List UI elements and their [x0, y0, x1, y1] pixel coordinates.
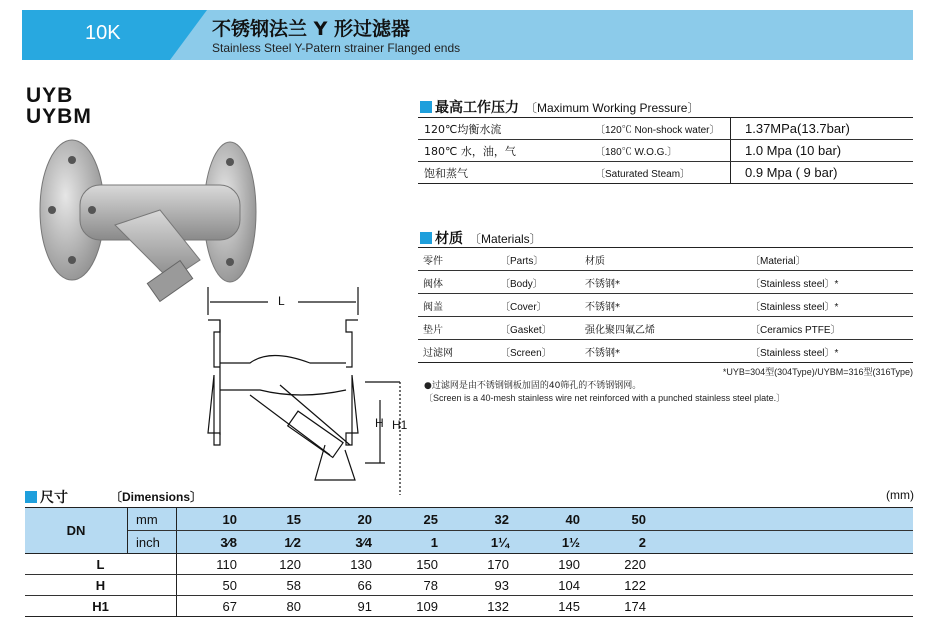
part-cn: 垫片 [418, 317, 495, 340]
pressure-table [418, 117, 913, 184]
part-en: 〔Gasket〕 [495, 317, 580, 340]
part-cn: 过滤网 [423, 347, 453, 359]
pressure-value: 1.37MPa(13.7bar) [731, 118, 914, 140]
section-marker-icon [25, 491, 37, 503]
table-row-h [25, 575, 913, 596]
material-cn: 不锈钢* [580, 271, 745, 294]
table-row [418, 271, 913, 294]
material-cn: 强化聚四氟乙烯 [580, 317, 745, 340]
material-cn: 不锈钢* [585, 347, 620, 359]
dimension-drawing [180, 285, 420, 500]
material-en: 〔Stainless steel〕* [750, 347, 839, 359]
table-row-inch [25, 531, 913, 554]
mm-cell: 50 [586, 508, 652, 531]
table-row [418, 140, 913, 162]
inch-cell: 2 [586, 531, 652, 554]
blank-cell [652, 596, 913, 617]
blank-cell [652, 575, 913, 596]
part-en: 〔Body〕 [495, 271, 580, 294]
value-cell: 93 [444, 575, 515, 596]
table-row [418, 340, 913, 363]
header-part-en: 〔Parts〕 [495, 248, 580, 271]
mm-cell: 32 [444, 508, 515, 531]
table-row [418, 118, 913, 140]
inch-cell: 1 [378, 531, 444, 554]
value-cell: 220 [586, 554, 652, 575]
product-photo [30, 130, 260, 310]
blank-cell [652, 554, 913, 575]
value-cell: 91 [357, 598, 372, 614]
table-row-l [25, 554, 913, 575]
part-cn: 阀盖 [418, 294, 495, 317]
value-cell: 67 [222, 598, 237, 614]
page-title: 不锈钢法兰 Y 形过滤器 [212, 18, 410, 40]
value-cell: 66 [307, 575, 378, 596]
row-label: H [25, 575, 177, 596]
material-en: 〔Stainless steel〕* [745, 271, 913, 294]
inch-cell: 1¼ [444, 531, 515, 554]
value-cell: 170 [444, 554, 515, 575]
mm-cell: 40 [515, 508, 586, 531]
blank-cell [652, 531, 913, 554]
model-uyb: UYB [26, 84, 74, 107]
value-cell: 120 [243, 554, 307, 575]
materials-table [418, 247, 913, 363]
pressure-section-title: 最高工作压力 〔Maximum Working Pressure〕 [420, 97, 699, 117]
header-material-cn: 材质 [580, 248, 745, 271]
table-header-row [418, 248, 913, 271]
value-cell: 145 [558, 598, 580, 614]
inch-cell: 1⁄2 [243, 531, 307, 554]
row-label: L [25, 554, 177, 575]
inch-label: inch [128, 531, 177, 554]
value-cell: 130 [307, 554, 378, 575]
table-row [418, 317, 913, 340]
mm-cell: 20 [307, 508, 378, 531]
section-marker-icon [420, 232, 432, 244]
pressure-value: 1.0 Mpa (10 bar) [731, 140, 914, 162]
header-part-cn: 零件 [418, 248, 495, 271]
dimensions-unit: (mm) [886, 488, 914, 502]
dimensions-title-en: 〔Dimensions〕 [110, 490, 203, 504]
inch-cell: 3⁄4 [307, 531, 378, 554]
dn-label: DN [25, 508, 128, 554]
blank-cell [652, 508, 913, 531]
pressure-cond-cn: 饱和蒸气 [424, 166, 468, 180]
value-cell: 58 [243, 575, 307, 596]
material-en: 〔Stainless steel〕* [745, 294, 913, 317]
table-row [418, 162, 913, 184]
screen-note-en: 〔Screen is a 40-mesh stainless wire net reinforced with a punched stainless steel plate.〕 [424, 393, 786, 403]
value-cell: 132 [487, 598, 509, 614]
label-l: L [278, 294, 285, 308]
row-label: H1 [25, 596, 177, 617]
page-subtitle: Stainless Steel Y-Patern strainer Flanged ends [212, 41, 461, 55]
materials-section-title: 材质 〔Materials〕 [420, 228, 542, 248]
inch-cell: 1½ [515, 531, 586, 554]
material-en: 〔Ceramics PTFE〕 [745, 317, 913, 340]
header-material-en: 〔Material〕 [745, 248, 913, 271]
table-row-mm [25, 508, 913, 531]
value-cell: 174 [624, 598, 646, 614]
pressure-class: 10K [85, 22, 121, 44]
value-cell: 50 [177, 575, 244, 596]
pressure-cond-en: 〔120℃ Non-shock water〕 [589, 118, 731, 140]
mm-label: mm [128, 508, 177, 531]
part-en: 〔Cover〕 [495, 294, 580, 317]
value-cell: 150 [378, 554, 444, 575]
pressure-cond-en: 〔Saturated Steam〕 [595, 169, 691, 180]
value-cell: 78 [378, 575, 444, 596]
label-h1: H1 [392, 418, 408, 432]
mm-cell: 15 [243, 508, 307, 531]
type-note: *UYB=304型(304Type)/UYBM=316型(316Type) [722, 367, 913, 377]
value-cell: 122 [586, 575, 652, 596]
model-uybm: UYBM [26, 105, 92, 128]
value-cell: 109 [416, 598, 438, 614]
screen-note-cn: ●过滤网是由不锈钢钢板加固的40筛孔的不锈钢钢网。 [424, 381, 642, 391]
mm-cell: 10 [177, 508, 244, 531]
dimensions-section-title: 尺寸 [25, 487, 68, 507]
pressure-value: 0.9 Mpa ( 9 bar) [731, 162, 914, 184]
value-cell: 80 [286, 598, 301, 614]
value-cell: 110 [177, 554, 244, 575]
mm-cell: 25 [378, 508, 444, 531]
value-cell: 190 [515, 554, 586, 575]
section-marker-icon [420, 101, 432, 113]
dimensions-table [25, 507, 913, 617]
table-row-h1 [25, 596, 913, 617]
pressure-cond-cn: 180℃ 水，油，气 [418, 140, 589, 162]
label-h: H [375, 416, 384, 430]
material-cn: 不锈钢* [580, 294, 745, 317]
pressure-cond-cn: 120℃均衡水流 [418, 118, 589, 140]
table-row [418, 294, 913, 317]
value-cell: 104 [515, 575, 586, 596]
part-en: 〔Screen〕 [500, 347, 552, 359]
inch-cell: 3⁄8 [177, 531, 244, 554]
part-cn: 阀体 [418, 271, 495, 294]
pressure-cond-en: 〔180℃ W.O.G.〕 [589, 140, 731, 162]
